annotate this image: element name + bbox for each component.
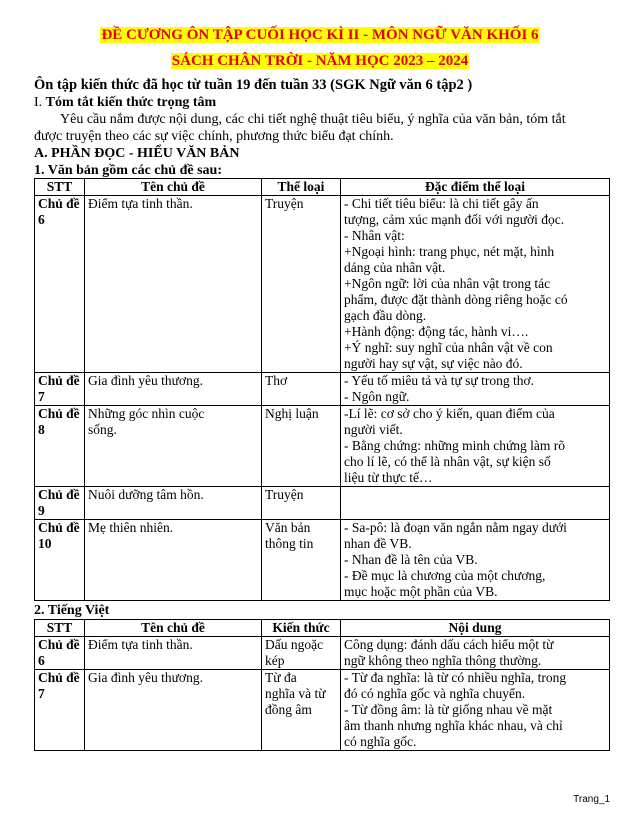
genre-features-line: +Ngôn ngữ: lời của nhân vật trong tác	[344, 276, 551, 291]
knowledge-line: đồng âm	[265, 702, 312, 717]
genre-features-line: - Nhân vật:	[344, 228, 405, 243]
genre-features-line: - Chi tiết tiêu biểu: là chi tiết gây ấn	[344, 196, 539, 211]
topic-number: Chủ đề 10	[35, 520, 85, 601]
topic-number: Chủ đề 6	[35, 196, 85, 373]
topic-name	[85, 487, 262, 520]
topic-number: Chủ đề 8	[35, 406, 85, 487]
table-row	[35, 406, 610, 487]
knowledge-line: nghĩa và từ	[265, 686, 326, 701]
column-header-stt: STT	[35, 179, 85, 196]
content-line: - Từ đồng âm: là từ giống nhau về mặt	[344, 702, 553, 717]
genre-features-line: - Yếu tố miêu tả và tự sự trong thơ.	[344, 373, 534, 388]
content-line: có nghĩa gốc.	[344, 734, 417, 749]
topic-name-line: Nuôi dưỡng tâm hồn.	[88, 487, 204, 502]
content-line: đó có nghĩa gốc và nghĩa chuyển.	[344, 686, 526, 701]
section-a-heading: A. PHẦN ĐỌC - HIỂU VĂN BẢN	[34, 146, 240, 161]
genre	[262, 487, 341, 520]
column-header-topic: Tên chủ đề	[85, 179, 262, 196]
genre-line: Truyện	[265, 196, 304, 211]
topic-name-line: Mẹ thiên nhiên.	[88, 520, 174, 535]
topic-number: Chủ đề 6	[35, 637, 85, 670]
subsection-2-heading: 2. Tiếng Việt	[34, 603, 110, 618]
genre-features-line: mục hoặc một phần của VB.	[344, 584, 498, 599]
table-row	[35, 487, 610, 520]
topic-number: Chủ đề 7	[35, 373, 85, 406]
section-1-title: Tóm tắt kiến thức trọng tâm	[45, 95, 217, 110]
document-subtitle-text: SÁCH CHÂN TRỜI - NĂM HỌC 2023 – 2024	[171, 53, 469, 69]
table-header-row	[35, 179, 610, 196]
genre-line: Nghị luận	[265, 406, 319, 421]
document-subtitle	[0, 53, 640, 70]
genre-features-line: -Lí lẽ: cơ sở cho ý kiến, quan điểm của	[344, 406, 555, 421]
topic-name-line: Những góc nhìn cuộc	[88, 406, 205, 421]
genre-features-line: tượng, cảm xúc mạnh đối với người đọc.	[344, 212, 565, 227]
genre-features-line: cho lí lẽ, có thể là nhân vật, sự kiện số	[344, 454, 551, 469]
subsection-1-heading: 1. Văn bản gồm các chủ đề sau:	[34, 163, 222, 178]
column-header-genre: Thể loại	[262, 179, 341, 196]
genre	[262, 196, 341, 373]
genre-line: Thơ	[265, 373, 288, 388]
intro-paragraph-line-2: được truyện theo các sự việc chính, phương thức biểu đạt chính.	[34, 129, 394, 144]
genre-features-line: - Bằng chứng: những minh chứng làm rõ	[344, 438, 566, 453]
genre-features	[341, 373, 610, 406]
content	[341, 637, 610, 670]
column-header-topic: Tên chủ đề	[85, 620, 262, 637]
genre-features-line: gạch đầu dòng.	[344, 308, 427, 323]
table-header-row	[35, 620, 610, 637]
genre-line: Văn bản	[265, 520, 311, 535]
column-header-stt: STT	[35, 620, 85, 637]
genre-features-line: nhan đề VB.	[344, 536, 412, 551]
genre-features-line: +Ý nghĩ: suy nghĩ của nhân vật về con	[344, 340, 553, 355]
genre	[262, 520, 341, 601]
knowledge-line: Dấu ngoặc	[265, 637, 324, 652]
topic-name-line: sống.	[88, 422, 117, 437]
genre-features-line: +Ngoại hình: trang phục, nét mặt, hình	[344, 244, 555, 259]
genre-features-line: - Sa-pô: là đoạn văn ngắn nằm ngay dưới	[344, 520, 567, 535]
table-row	[35, 637, 610, 670]
genre-features-line: +Hành động: động tác, hành vi….	[344, 324, 529, 339]
genre-features	[341, 520, 610, 601]
column-header-features: Đặc điểm thể loại	[341, 179, 610, 196]
table-row	[35, 373, 610, 406]
content-line: âm thanh nhưng nghĩa khác nhau, và chỉ	[344, 718, 563, 733]
knowledge	[262, 637, 341, 670]
topic-number: Chủ đề 7	[35, 670, 85, 751]
section-1-heading	[34, 94, 216, 111]
genre-features-line: phẩm, được đặt thành dòng riêng hoặc có	[344, 292, 568, 307]
genre-features-line: người viết.	[344, 422, 403, 437]
topic-name	[85, 373, 262, 406]
column-header-knowledge: Kiến thức	[262, 620, 341, 637]
genre-features-line: người hay sự vật, sự việc nào đó.	[344, 356, 523, 371]
topic-name	[85, 670, 262, 751]
genre-features-line: dáng của nhân vật.	[344, 260, 446, 275]
topic-name	[85, 196, 262, 373]
genre-features	[341, 406, 610, 487]
genre-features-line: liệu từ thực tế…	[344, 470, 433, 485]
genre-line: Truyện	[265, 487, 304, 502]
genre-line: thông tin	[265, 536, 314, 551]
intro-paragraph-line-1: Yêu cầu nắm được nội dung, các chi tiết nghệ thuật tiêu biểu, ý nghĩa của văn bản, tóm tắt	[60, 112, 566, 127]
genre-features-line: - Đề mục là chương của một chương,	[344, 568, 546, 583]
topic-name	[85, 406, 262, 487]
genre	[262, 406, 341, 487]
topic-name	[85, 520, 262, 601]
table-row	[35, 670, 610, 751]
document-title	[0, 27, 640, 44]
genre-features	[341, 487, 610, 520]
genre-features-line: - Nhan đề là tên của VB.	[344, 552, 478, 567]
vietnamese-language-table	[34, 619, 610, 751]
content-line: ngữ không theo nghĩa thông thường.	[344, 653, 542, 668]
genre-features	[341, 196, 610, 373]
knowledge-line: Từ đa	[265, 670, 297, 685]
table-row	[35, 196, 610, 373]
intro-heading: Ôn tập kiến thức đã học từ tuần 19 đến tuần 33 (SGK Ngữ văn 6 tập2 )	[34, 77, 473, 93]
section-1-prefix: I.	[34, 95, 46, 110]
topic-name-line: Điểm tựa tinh thần.	[88, 196, 193, 211]
genre-table	[34, 178, 610, 601]
page-number: Trang_1	[573, 794, 610, 805]
topic-name-line: Điểm tựa tinh thần.	[88, 637, 193, 652]
document-title-text: ĐỀ CƯƠNG ÔN TẬP CUỐI HỌC KÌ II - MÔN NGỮ VĂN KHỐI 6	[101, 27, 539, 43]
column-header-content: Nội dung	[341, 620, 610, 637]
topic-number: Chủ đề 9	[35, 487, 85, 520]
genre	[262, 373, 341, 406]
topic-name-line: Gia đình yêu thương.	[88, 373, 203, 388]
topic-name	[85, 637, 262, 670]
topic-name-line: Gia đình yêu thương.	[88, 670, 203, 685]
content-line: - Từ đa nghĩa: là từ có nhiều nghĩa, trong	[344, 670, 567, 685]
content	[341, 670, 610, 751]
genre-features-line: - Ngôn ngữ.	[344, 389, 410, 404]
knowledge	[262, 670, 341, 751]
knowledge-line: kép	[265, 653, 285, 668]
content-line: Công dụng: đánh dấu cách hiểu một từ	[344, 637, 554, 652]
table-row	[35, 520, 610, 601]
